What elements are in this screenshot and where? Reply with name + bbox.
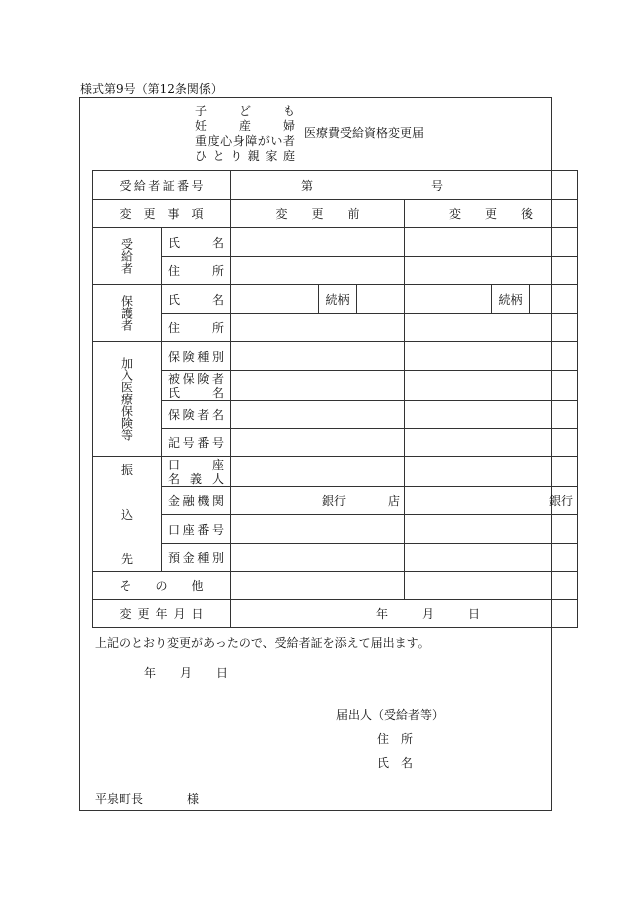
document-title: 医療費受給資格変更届 [304, 126, 425, 140]
guardian-address-after[interactable] [405, 314, 578, 342]
insurer-name-label: 保険者名 [162, 401, 231, 429]
insurer-name-after[interactable] [405, 401, 578, 429]
after-header: 変 更 後 [405, 200, 578, 228]
transfer-group-cell: 振 込 先 [93, 457, 162, 572]
account-holder-after[interactable] [405, 457, 578, 487]
bank-label: 金融機関 [162, 487, 231, 515]
guardian-relation-after-label: 続柄 [492, 285, 530, 314]
guardian-name-before[interactable] [231, 285, 319, 314]
change-form-table [92, 170, 578, 628]
category-disabled: 重度心身障がい者 [195, 134, 295, 148]
guardian-relation-before-label: 続柄 [319, 285, 357, 314]
account-no-label: 口座番号 [162, 515, 231, 543]
recipient-address-before[interactable] [231, 257, 405, 285]
change-date-label-cell: 変更年月日 [93, 600, 231, 628]
other-label-cell: その他 [93, 572, 231, 600]
before-header: 変 更 前 [231, 200, 405, 228]
applicant-address-label: 住 所 [377, 732, 414, 746]
insured-name-after[interactable] [405, 371, 578, 401]
category-child: 子 ど も [195, 104, 295, 118]
account-no-after[interactable] [405, 515, 578, 543]
guardian-name-label: 氏名 [162, 285, 231, 314]
insurance-type-after[interactable] [405, 342, 578, 371]
guardian-group-cell: 保護者 [93, 285, 162, 342]
guardian-relation-before[interactable] [357, 285, 405, 314]
recipient-address-after[interactable] [405, 257, 578, 285]
other-before[interactable] [231, 572, 405, 600]
insured-name-label: 被保険者 氏名 [162, 371, 231, 401]
guardian-address-label: 住所 [162, 314, 231, 342]
category-pregnant: 妊 産 婦 [195, 119, 295, 133]
insurance-type-label: 保険種別 [162, 342, 231, 371]
cert-no-field[interactable] [231, 171, 578, 200]
other-after[interactable] [405, 572, 578, 600]
recipient-name-before[interactable] [231, 228, 405, 257]
applicant-name-label: 氏 名 [377, 756, 414, 770]
sign-date[interactable]: 年 月 日 [144, 666, 229, 680]
change-date-field[interactable]: 年 月 日 [231, 600, 578, 628]
addressee: 平泉町長 様 [95, 792, 200, 806]
recipient-address-label: 住所 [162, 257, 231, 285]
deposit-type-after[interactable] [405, 543, 578, 571]
symbol-no-label: 記号番号 [162, 429, 231, 457]
guardian-address-before[interactable] [231, 314, 405, 342]
insurer-name-before[interactable] [231, 401, 405, 429]
account-no-before[interactable] [231, 515, 405, 543]
insurance-group-cell: 加入医療保険等 [93, 342, 162, 457]
account-holder-before[interactable] [231, 457, 405, 487]
guardian-relation-after[interactable] [530, 285, 578, 314]
guardian-name-after[interactable] [405, 285, 492, 314]
insurance-type-before[interactable] [231, 342, 405, 371]
bank-before[interactable]: 銀行 店 [231, 487, 405, 515]
recipient-name-after[interactable] [405, 228, 578, 257]
cert-no-dai: 第 [301, 178, 314, 193]
statement-text: 上記のとおり変更があったので、受給者証を添えて届出ます。 [95, 636, 430, 650]
form-number-label: 様式第9号（第12条関係） [80, 82, 223, 96]
category-list [195, 104, 295, 164]
account-holder-label: 口座 名義人 [162, 457, 231, 487]
applicant-label: 届出人（受給者等） [336, 708, 445, 722]
category-single-parent: ひとり親家庭 [195, 149, 295, 163]
deposit-type-before[interactable] [231, 543, 405, 571]
recipient-group-cell: 受給者 [93, 228, 162, 285]
symbol-no-before[interactable] [231, 429, 405, 457]
cert-no-go: 号 [431, 178, 444, 193]
cert-no-label-cell: 受給者証番号 [93, 171, 231, 200]
deposit-type-label: 預金種別 [162, 543, 231, 571]
change-item-label-cell: 変更事項 [93, 200, 231, 228]
bank-after[interactable]: 銀行 [405, 487, 578, 515]
recipient-name-label: 氏名 [162, 228, 231, 257]
symbol-no-after[interactable] [405, 429, 578, 457]
insured-name-before[interactable] [231, 371, 405, 401]
